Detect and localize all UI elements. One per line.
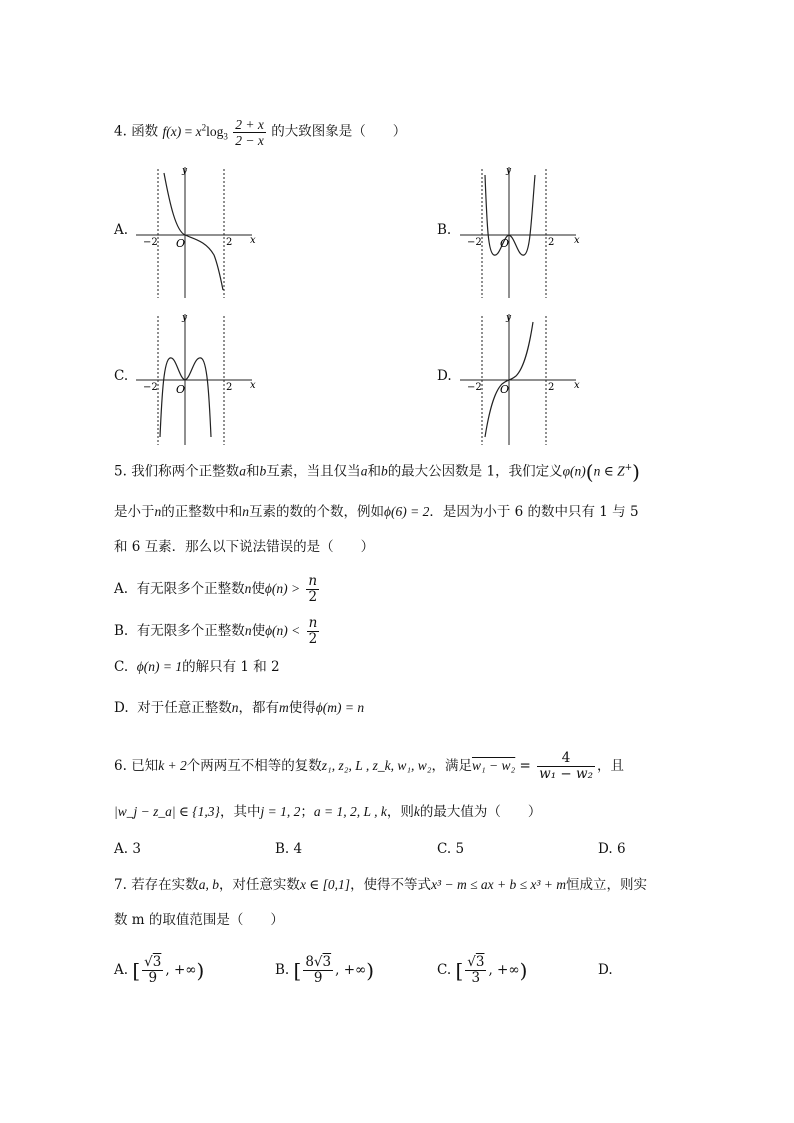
svg-text:−2: −2 — [143, 382, 158, 393]
pos2-label: 2 — [226, 237, 233, 248]
q4-option-b-label[interactable]: B. — [437, 222, 452, 238]
q4-stem — [114, 117, 406, 148]
q7-choice-d[interactable]: D. — [598, 962, 613, 978]
q5-line-3: 和 6 互素．那么以下说法错误的是（ ） — [114, 539, 375, 555]
origin-label: O — [176, 237, 186, 250]
q4-graph-d[interactable] — [458, 312, 588, 447]
q6-choice-d[interactable]: D. 6 — [598, 841, 626, 857]
q4-graph-b[interactable] — [458, 165, 588, 300]
svg-text:2: 2 — [226, 382, 233, 393]
q7-choice-b[interactable]: B. [ $\frac{8√3}{9}$ , +∞) — [275, 954, 375, 986]
q6-choice-b[interactable]: B. 4 — [275, 841, 303, 857]
q5-line-2: 是小于n的正整数中和n互素的数的个数，例如ϕ(6) = 2．是因为小于 6 的数中只有 1 与 5 — [114, 504, 639, 520]
svg-text:−2: −2 — [467, 382, 482, 393]
svg-text:O: O — [176, 383, 186, 396]
svg-text:y: y — [182, 313, 188, 323]
q4-stem-post: 的大致图象是（ ） — [271, 123, 407, 140]
svg-text:x: x — [574, 380, 580, 391]
svg-text:O: O — [500, 237, 510, 250]
neg2-label: −2 — [143, 237, 158, 248]
q5-option-c[interactable]: C. ϕ(n) = 1的解只有 1 和 2 — [114, 659, 280, 675]
curve — [164, 173, 223, 290]
q4-formula: $f(x) = x^2\log_3$ $\frac{2 + x}{2 - x}$ — [162, 117, 264, 148]
q7-choice-a[interactable]: A. [ $\frac{√3}{9}$ , +∞) — [114, 954, 205, 986]
svg-text:x: x — [250, 380, 256, 391]
y-label: y — [182, 166, 188, 176]
q4-option-a-label[interactable]: A. — [114, 222, 129, 238]
q5-option-d[interactable]: D. 对于任意正整数n，都有m使得ϕ(m) = n — [114, 700, 365, 716]
q5-option-a[interactable]: A. 有无限多个正整数n使ϕ(n) > $\frac{n}{2}$ — [114, 573, 318, 605]
q7-choice-c[interactable]: C. [ $\frac{√3}{3}$ , +∞) — [437, 954, 528, 986]
q7-line-1: 7. 若存在实数a, b，对任意实数x ∈ [0,1]，使得不等式x³ − m ≤ ax + b ≤ x³ + m恒成立，则实 — [114, 877, 648, 893]
q4-option-c-label[interactable]: C. — [114, 368, 129, 384]
q4-graph-a[interactable] — [134, 165, 264, 300]
svg-text:y: y — [506, 313, 512, 323]
q5-line-1: 5. 我们称两个正整数a和b互素，当且仅当a和b的最大公因数是 1，我们定义φ(n)(n ∈ Z+) — [114, 460, 640, 484]
q4-stem-pre: 函数 — [131, 123, 159, 140]
svg-text:y: y — [506, 166, 512, 176]
svg-text:x: x — [574, 235, 580, 246]
q4-number: 4. — [114, 123, 127, 140]
q7-line-2: 数 m 的取值范围是（ ） — [114, 912, 284, 928]
svg-text:−2: −2 — [467, 237, 482, 248]
q6-choice-a[interactable]: A. 3 — [114, 841, 141, 857]
q6-line-1: 6. 已知k + 2个两两互不相等的复数z₁, z₂, L , z_k, w₁, w₂，满足w₁ − w₂ = $\frac{4}{\text{w₁ − w₂}}$ ，且 — [114, 750, 624, 782]
svg-text:2: 2 — [548, 382, 555, 393]
q6-line-2: |w_j − z_a| ∈ {1,3}，其中j = 1, 2；a = 1, 2, L , k，则k的最大值为（ ） — [114, 804, 542, 820]
q4-option-d-label[interactable]: D. — [437, 368, 452, 384]
q5-option-b[interactable]: B. 有无限多个正整数n使ϕ(n) < $\frac{n}{2}$ — [114, 615, 318, 647]
q4-graph-c[interactable] — [134, 312, 264, 447]
svg-text:O: O — [500, 383, 510, 396]
svg-text:2: 2 — [548, 237, 555, 248]
q6-choice-c[interactable]: C. 5 — [437, 841, 465, 857]
x-label: x — [250, 235, 256, 246]
